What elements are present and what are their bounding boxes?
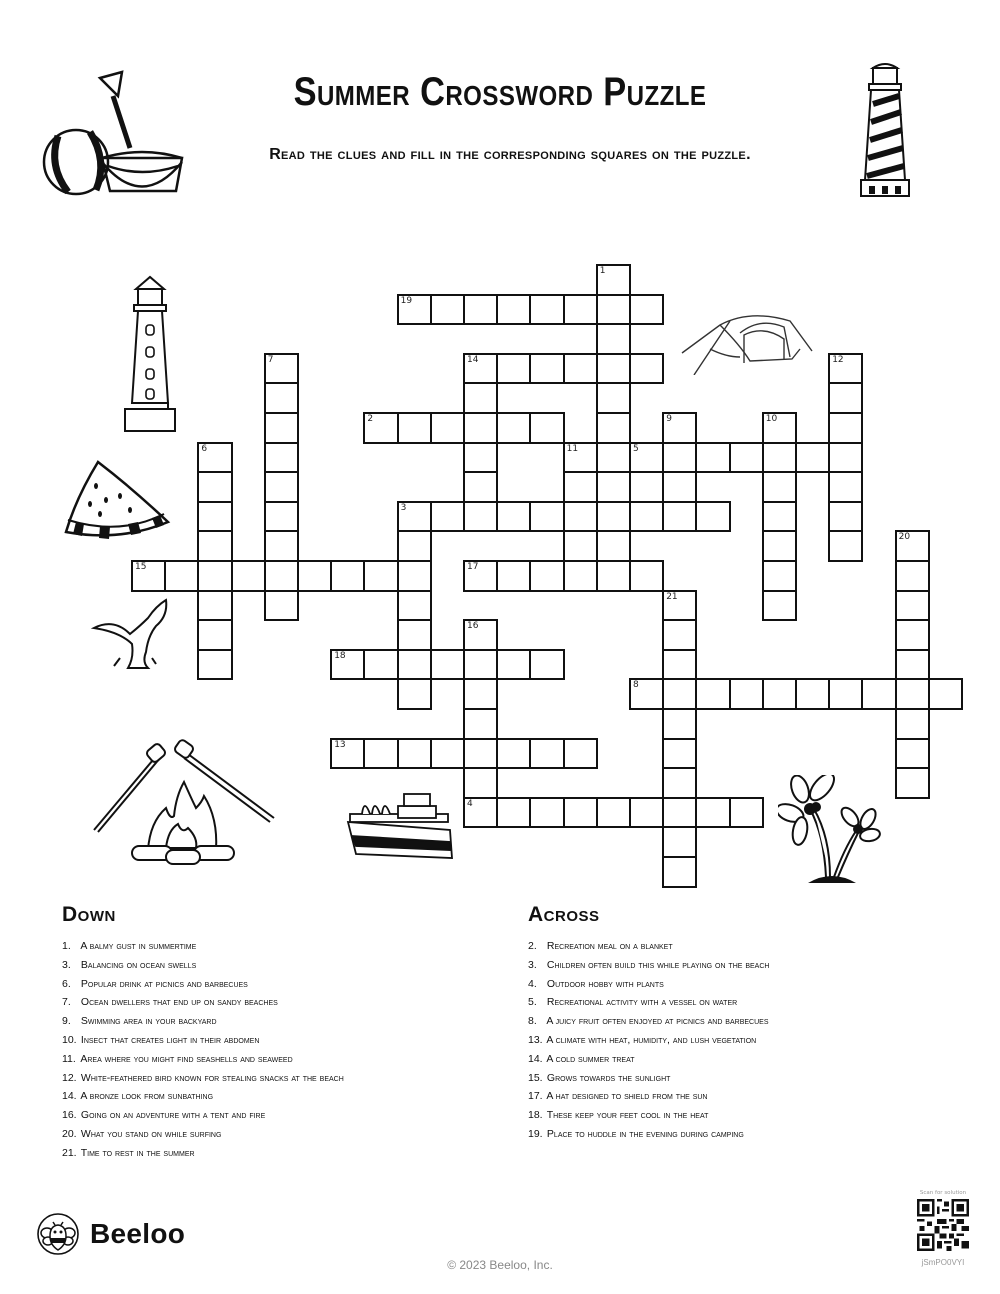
crossword-cell[interactable]: [397, 738, 432, 770]
crossword-cell[interactable]: [529, 797, 564, 829]
crossword-cell[interactable]: [828, 501, 863, 533]
down-clue: [62, 1031, 344, 1050]
clue-text: Swimming area in your backyard: [78, 1015, 217, 1028]
clue-text: These keep your feet cool in the heat: [544, 1109, 709, 1122]
crossword-cell[interactable]: [828, 530, 863, 562]
clue-number: 7: [267, 354, 274, 365]
clue-text: A hat designed to shield from the sun: [544, 1090, 708, 1103]
crossword-cell[interactable]: [197, 530, 232, 562]
crossword-cell[interactable]: [695, 501, 730, 533]
clue-number: 13: [334, 739, 346, 750]
clue-number: 8: [633, 680, 639, 691]
clue-number: 15.: [528, 1071, 543, 1084]
crossword-cell[interactable]: [363, 412, 398, 444]
crossword-cell[interactable]: [828, 678, 863, 710]
down-clue: [62, 975, 344, 994]
crossword-cell[interactable]: [563, 738, 598, 770]
crossword-cell[interactable]: [264, 471, 299, 503]
crossword-cell[interactable]: [397, 678, 432, 710]
crossword-cell[interactable]: [729, 797, 764, 829]
crossword-cell[interactable]: [762, 412, 797, 444]
clue-text: Going on an adventure with a tent and fire: [78, 1109, 266, 1122]
crossword-cell[interactable]: [264, 442, 299, 474]
clue-number: 21.: [62, 1146, 77, 1159]
across-clue: [528, 1106, 769, 1125]
clue-text: Balancing on ocean swells: [78, 958, 197, 971]
crossword-cell[interactable]: [596, 323, 631, 355]
crossword-cell[interactable]: [197, 649, 232, 681]
clue-text: Place to huddle in the evening during camping: [544, 1127, 744, 1140]
crossword-cell[interactable]: [662, 619, 697, 651]
across-clue: [528, 956, 769, 975]
clue-number: 12.: [62, 1071, 77, 1084]
qr-code-icon[interactable]: [917, 1199, 969, 1251]
crossword-cell[interactable]: [895, 530, 930, 562]
clue-text: Recreational activity with a vessel on water: [544, 996, 738, 1009]
clue-number: 1.: [62, 940, 71, 952]
crossword-cell[interactable]: [463, 560, 498, 592]
clue-number: 14.: [528, 1052, 543, 1065]
across-heading: Across: [528, 903, 600, 926]
crossword-cell[interactable]: [496, 560, 531, 592]
down-clue: [62, 993, 344, 1012]
clue-text: A balmy gust in summertime: [78, 940, 197, 952]
crossword-cell[interactable]: [596, 294, 631, 326]
crossword-cell[interactable]: [463, 294, 498, 326]
qr-code-id: jSmPO0VYI: [921, 1258, 965, 1267]
crossword-cell[interactable]: [895, 708, 930, 740]
crossword-cell[interactable]: [729, 442, 764, 474]
crossword-cell[interactable]: [629, 442, 664, 474]
crossword-cell[interactable]: [629, 678, 664, 710]
clue-text: White-feathered bird known for stealing snacks at the beach: [78, 1071, 344, 1084]
crossword-cell[interactable]: [529, 501, 564, 533]
crossword-cell[interactable]: [430, 501, 465, 533]
crossword-cell[interactable]: [762, 590, 797, 622]
crossword-cell[interactable]: [828, 471, 863, 503]
crossword-cell[interactable]: [695, 442, 730, 474]
clue-number: 5: [633, 443, 639, 454]
crossword-cell[interactable]: [895, 738, 930, 770]
crossword-cell[interactable]: [662, 471, 697, 503]
crossword-cell[interactable]: [430, 412, 465, 444]
crossword-cell[interactable]: [463, 471, 498, 503]
clue-number: 17.: [528, 1090, 543, 1103]
clue-number: 4: [467, 798, 473, 809]
clue-number: 6: [201, 443, 208, 454]
crossword-cell[interactable]: [463, 619, 498, 651]
crossword-cell[interactable]: [895, 767, 930, 799]
crossword-cell[interactable]: [529, 294, 564, 326]
clue-number: 18: [334, 650, 346, 661]
crossword-cell[interactable]: [496, 649, 531, 681]
clue-number: 18.: [528, 1109, 543, 1122]
clue-text: Insect that creates light in their abdomen: [78, 1033, 260, 1046]
down-clue: [62, 1087, 344, 1106]
down-heading: Down: [62, 903, 116, 926]
crossword-cell[interactable]: [662, 856, 697, 888]
crossword-cell[interactable]: [596, 382, 631, 414]
clue-text: Outdoor hobby with plants: [544, 977, 664, 990]
crossword-cell[interactable]: [430, 294, 465, 326]
crossword-cell[interactable]: [563, 501, 598, 533]
copyright: © 2023 Beeloo, Inc.: [447, 1258, 553, 1272]
down-clue: [62, 937, 344, 956]
crossword-cell[interactable]: [795, 678, 830, 710]
crossword-cell[interactable]: [297, 560, 332, 592]
crossword-cell[interactable]: [197, 442, 232, 474]
crossword-cell[interactable]: [895, 590, 930, 622]
clue-text: Area where you might find seashells and seaweed: [78, 1052, 293, 1065]
clue-number: 17: [467, 562, 479, 572]
crossword-cell[interactable]: [397, 560, 432, 592]
clue-number: 19.: [528, 1127, 543, 1140]
crossword-cell[interactable]: [895, 649, 930, 681]
crossword-cell[interactable]: [662, 501, 697, 533]
solution-qr[interactable]: [912, 1190, 974, 1267]
crossword-cell[interactable]: [264, 353, 299, 385]
clue-text: Popular drink at picnics and barbecues: [78, 977, 248, 990]
crossword-cell[interactable]: [397, 590, 432, 622]
crossword-cell[interactable]: [662, 767, 697, 799]
crossword-cell[interactable]: [363, 560, 398, 592]
crossword-cell[interactable]: [762, 501, 797, 533]
across-clues: [528, 903, 769, 1144]
crossword-cell[interactable]: [330, 649, 365, 681]
crossword-cell[interactable]: [197, 560, 232, 592]
crossword-cell[interactable]: [496, 501, 531, 533]
crossword-cell[interactable]: [762, 471, 797, 503]
crossword-cell[interactable]: [695, 797, 730, 829]
crossword-cell[interactable]: [662, 590, 697, 622]
clue-number: 19: [400, 295, 413, 306]
clue-number: 12: [832, 354, 844, 365]
crossword-cell[interactable]: [264, 530, 299, 562]
crossword-cell[interactable]: [463, 767, 498, 799]
down-clue: [62, 1050, 344, 1069]
clue-text: Recreation meal on a blanket: [544, 940, 673, 952]
crossword-cell[interactable]: [529, 353, 564, 385]
crossword-cell[interactable]: [828, 382, 863, 414]
qr-caption: Scan for solution: [919, 1190, 967, 1196]
crossword-cell[interactable]: [563, 353, 598, 385]
clue-number: 9.: [62, 1015, 71, 1028]
crossword-cell[interactable]: [197, 590, 232, 622]
clue-number: 5.: [528, 996, 537, 1009]
crossword-cell[interactable]: [397, 294, 432, 326]
clue-number: 16: [467, 621, 479, 632]
down-clues: [62, 903, 344, 1163]
down-clue: [62, 1106, 344, 1125]
brand-name: Beeloo: [90, 1218, 186, 1249]
clue-text: A cold summer treat: [544, 1052, 635, 1065]
crossword-cell[interactable]: [629, 797, 664, 829]
crossword-cell[interactable]: [563, 560, 598, 592]
clue-text: Time to rest in the summer: [78, 1146, 195, 1159]
clue-number: 14.: [62, 1090, 77, 1103]
clue-number: 3: [400, 502, 407, 513]
crossword-cell[interactable]: [795, 442, 830, 474]
crossword-cell[interactable]: [662, 649, 697, 681]
crossword-cell[interactable]: [596, 530, 631, 562]
crossword-cell[interactable]: [463, 797, 498, 829]
crossword-cell[interactable]: [629, 294, 664, 326]
crossword-cell[interactable]: [397, 501, 432, 533]
clue-number: 15: [135, 562, 147, 572]
clue-number: 3.: [528, 958, 537, 971]
crossword-cell[interactable]: [828, 412, 863, 444]
clue-number: 1: [599, 266, 606, 276]
crossword-cell[interactable]: [828, 442, 863, 474]
across-clue: [528, 975, 769, 994]
clue-number: 7.: [62, 996, 71, 1009]
crossword-cell[interactable]: [596, 442, 631, 474]
crossword-cell[interactable]: [463, 649, 498, 681]
crossword-cell[interactable]: [496, 738, 531, 770]
crossword-cell[interactable]: [662, 708, 697, 740]
bee-icon: [36, 1212, 80, 1256]
clue-text: Children often build this while playing on the beach: [544, 958, 770, 971]
page-title: Summer Crossword Puzzle: [293, 70, 707, 114]
across-clue: [528, 1069, 769, 1088]
clue-text: A juicy fruit often enjoyed at picnics and barbecues: [544, 1015, 769, 1028]
crossword-cell[interactable]: [762, 678, 797, 710]
crossword-cell[interactable]: [529, 738, 564, 770]
crossword-cell[interactable]: [895, 619, 930, 651]
clue-number: 4.: [528, 977, 537, 990]
crossword-cell[interactable]: [496, 294, 531, 326]
crossword-cell[interactable]: [861, 678, 896, 710]
crossword-cell[interactable]: [430, 738, 465, 770]
clue-text: A climate with heat, humidity, and lush vegetation: [544, 1033, 757, 1046]
crossword-cell[interactable]: [363, 649, 398, 681]
clue-number: 14: [467, 354, 479, 365]
crossword-cell[interactable]: [330, 560, 365, 592]
across-clue: [528, 937, 769, 956]
across-clue: [528, 1050, 769, 1069]
crossword-cell[interactable]: [762, 442, 797, 474]
crossword-cell[interactable]: [563, 471, 598, 503]
clue-text: A bronze look from sunbathing: [78, 1090, 214, 1103]
crossword-cell[interactable]: [397, 412, 432, 444]
crossword-cell[interactable]: [430, 649, 465, 681]
crossword-cell[interactable]: [264, 590, 299, 622]
crossword-cell[interactable]: [662, 826, 697, 858]
crossword-cell[interactable]: [463, 412, 498, 444]
crossword-cell[interactable]: [563, 797, 598, 829]
crossword-cell[interactable]: [131, 560, 166, 592]
down-clue: [62, 956, 344, 975]
crossword-cell[interactable]: [397, 619, 432, 651]
crossword-cell[interactable]: [729, 678, 764, 710]
crossword-cell[interactable]: [463, 708, 498, 740]
crossword-cell[interactable]: [231, 560, 266, 592]
clue-number: 2: [367, 414, 374, 424]
crossword-cell[interactable]: [596, 412, 631, 444]
crossword-cell[interactable]: [596, 264, 631, 296]
across-clue: [528, 1012, 769, 1031]
clue-number: 10: [765, 414, 778, 424]
clue-number: 21: [666, 591, 678, 602]
crossword-cell[interactable]: [895, 678, 930, 710]
clue-number: 20: [898, 532, 911, 543]
crossword-cell[interactable]: [264, 501, 299, 533]
crossword-cell[interactable]: [695, 678, 730, 710]
crossword-cell[interactable]: [629, 501, 664, 533]
beeloo-logo: [36, 1212, 185, 1256]
crossword-cell[interactable]: [529, 560, 564, 592]
instructions: Read the clues and fill in the corresponding squares on the puzzle.: [269, 146, 751, 163]
crossword-cell[interactable]: [463, 353, 498, 385]
crossword-cell[interactable]: [563, 530, 598, 562]
clue-number: 16.: [62, 1109, 77, 1122]
down-clue: [62, 1125, 344, 1144]
crossword-cell[interactable]: [529, 412, 564, 444]
crossword-cell[interactable]: [330, 738, 365, 770]
crossword-cell[interactable]: [264, 560, 299, 592]
crossword-cell[interactable]: [397, 530, 432, 562]
crossword-cell[interactable]: [496, 353, 531, 385]
crossword-cell[interactable]: [596, 560, 631, 592]
crossword-cell[interactable]: [596, 501, 631, 533]
clue-number: 3.: [62, 958, 71, 971]
across-clue: [528, 1125, 769, 1144]
crossword-cell[interactable]: [397, 649, 432, 681]
crossword-cell[interactable]: [662, 738, 697, 770]
crossword-cell[interactable]: [496, 797, 531, 829]
crossword-cell[interactable]: [629, 560, 664, 592]
crossword-cell[interactable]: [662, 412, 697, 444]
crossword-cell[interactable]: [596, 471, 631, 503]
crossword-cell[interactable]: [928, 678, 963, 710]
down-clue: [62, 1012, 344, 1031]
crossword-cell[interactable]: [762, 530, 797, 562]
crossword-cell[interactable]: [828, 353, 863, 385]
crossword-cell[interactable]: [662, 442, 697, 474]
clue-number: 10.: [62, 1033, 77, 1046]
crossword-cell[interactable]: [197, 501, 232, 533]
crossword-cell[interactable]: [662, 797, 697, 829]
down-clue: [62, 1144, 344, 1163]
down-clue: [62, 1069, 344, 1088]
crossword-cell[interactable]: [662, 678, 697, 710]
crossword-cell[interactable]: [529, 649, 564, 681]
crossword-cell[interactable]: [264, 382, 299, 414]
across-clue: [528, 1031, 769, 1050]
crossword-cell[interactable]: [762, 560, 797, 592]
crossword-cell[interactable]: [596, 353, 631, 385]
crossword-cell[interactable]: [463, 382, 498, 414]
clue-number: 2.: [528, 940, 537, 952]
across-clue: [528, 993, 769, 1012]
clue-text: Grows towards the sunlight: [544, 1071, 671, 1084]
clue-number: 11.: [62, 1052, 76, 1065]
crossword-cell[interactable]: [629, 353, 664, 385]
clue-text: Ocean dwellers that end up on sandy beaches: [78, 996, 278, 1009]
crossword-cell[interactable]: [164, 560, 199, 592]
crossword-cell[interactable]: [895, 560, 930, 592]
crossword-cell[interactable]: [563, 442, 598, 474]
crossword-cell[interactable]: [563, 294, 598, 326]
crossword-cell[interactable]: [463, 501, 498, 533]
crossword-cell[interactable]: [197, 619, 232, 651]
crossword-cell[interactable]: [463, 738, 498, 770]
clue-number: 9: [666, 414, 672, 424]
crossword-cell[interactable]: [463, 442, 498, 474]
clue-number: 13.: [528, 1033, 543, 1046]
clue-number: 8.: [528, 1015, 537, 1028]
clue-number: 6.: [62, 977, 71, 990]
crossword-cell[interactable]: [264, 412, 299, 444]
clue-text: What you stand on while surfing: [78, 1127, 222, 1140]
crossword-cell[interactable]: [197, 471, 232, 503]
crossword-cell[interactable]: [596, 797, 631, 829]
crossword-cell[interactable]: [463, 678, 498, 710]
clue-number: 11: [566, 443, 579, 454]
clue-number: 20.: [62, 1127, 77, 1140]
crossword-cell[interactable]: [363, 738, 398, 770]
crossword-cell[interactable]: [496, 412, 531, 444]
across-clue: [528, 1087, 769, 1106]
